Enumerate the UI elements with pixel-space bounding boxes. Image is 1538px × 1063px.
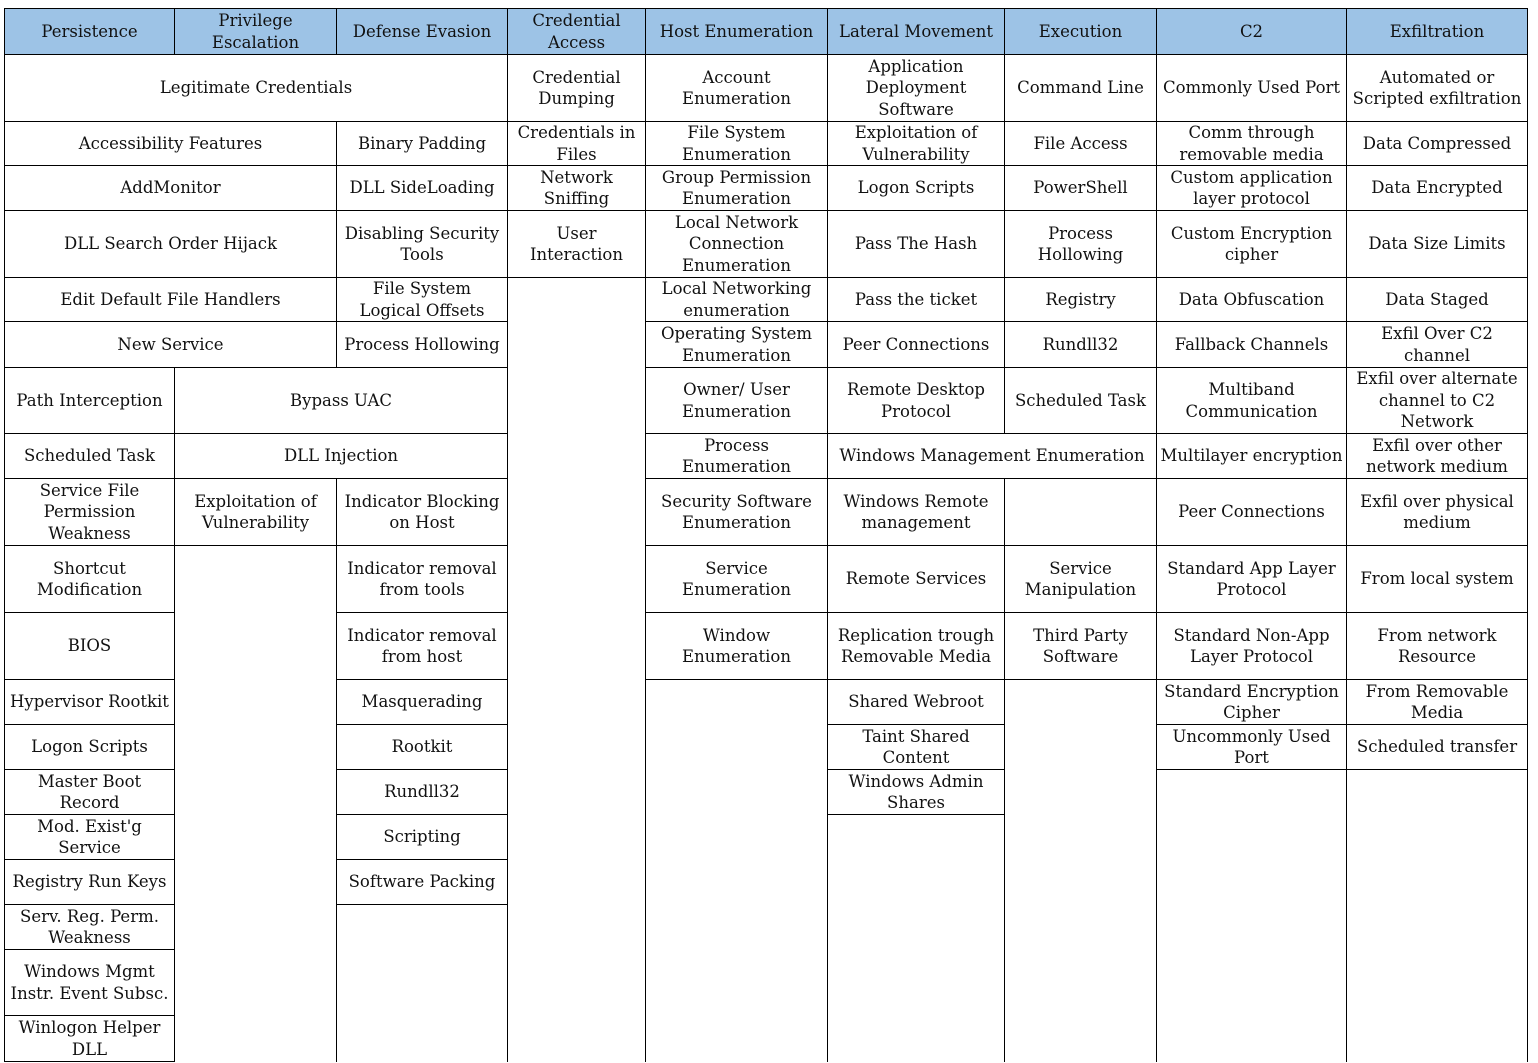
technique-cell-local-network-connection-enumeration: Local Network Connection Enumeration bbox=[645, 210, 828, 278]
technique-cell-fallback-channels: Fallback Channels bbox=[1156, 321, 1347, 368]
technique-cell-pass-the-hash: Pass The Hash bbox=[827, 210, 1005, 278]
empty-cell bbox=[1004, 478, 1157, 546]
technique-cell-masquerading: Masquerading bbox=[336, 679, 508, 725]
technique-cell-remote-services: Remote Services bbox=[827, 545, 1005, 613]
technique-cell-windows-mgmt-instr-event-subsc: Windows Mgmt Instr. Event Subsc. bbox=[4, 949, 175, 1016]
technique-cell-peer-connections: Peer Connections bbox=[827, 321, 1005, 368]
technique-cell-shared-webroot: Shared Webroot bbox=[827, 679, 1005, 725]
technique-cell-rundll32: Rundll32 bbox=[1004, 321, 1157, 368]
technique-cell-commonly-used-port: Commonly Used Port bbox=[1156, 54, 1347, 122]
technique-cell-winlogon-helper-dll: Winlogon Helper DLL bbox=[4, 1015, 175, 1062]
technique-cell-windows-remote-management: Windows Remote management bbox=[827, 478, 1005, 546]
technique-cell-shortcut-modification: Shortcut Modification bbox=[4, 545, 175, 613]
technique-cell-network-sniffing: Network Sniffing bbox=[507, 165, 646, 211]
technique-cell-registry: Registry bbox=[1004, 277, 1157, 322]
technique-cell-powershell: PowerShell bbox=[1004, 165, 1157, 211]
technique-cell-owner-user-enumeration: Owner/ User Enumeration bbox=[645, 367, 828, 434]
technique-cell-registry-run-keys: Registry Run Keys bbox=[4, 859, 175, 905]
technique-cell-scheduled-task: Scheduled Task bbox=[1004, 367, 1157, 434]
technique-cell-master-boot-record: Master Boot Record bbox=[4, 769, 175, 815]
technique-cell-exploitation-of-vulnerability: Exploitation of Vulnerability bbox=[174, 478, 337, 546]
technique-cell-windows-admin-shares: Windows Admin Shares bbox=[827, 769, 1005, 815]
column-header-persistence: Persistence bbox=[4, 8, 175, 55]
technique-cell-replication-trough-removable-media: Replication trough Removable Media bbox=[827, 612, 1005, 680]
technique-cell-process-enumeration: Process Enumeration bbox=[645, 433, 828, 479]
technique-cell-data-compressed: Data Compressed bbox=[1346, 121, 1528, 166]
technique-cell-disabling-security-tools: Disabling Security Tools bbox=[336, 210, 508, 278]
technique-cell-bypass-uac: Bypass UAC bbox=[174, 367, 508, 434]
column-remainder bbox=[1004, 679, 1157, 1062]
technique-cell-serv-reg-perm-weakness: Serv. Reg. Perm. Weakness bbox=[4, 904, 175, 950]
technique-cell-standard-encryption-cipher: Standard Encryption Cipher bbox=[1156, 679, 1347, 725]
column-remainder bbox=[1156, 769, 1347, 1062]
column-remainder bbox=[507, 277, 646, 1062]
technique-cell-multiband-communication: Multiband Communication bbox=[1156, 367, 1347, 434]
technique-cell-account-enumeration: Account Enumeration bbox=[645, 54, 828, 122]
technique-cell-indicator-removal-from-host: Indicator removal from host bbox=[336, 612, 508, 680]
column-header-credential-access: Credential Access bbox=[507, 8, 646, 55]
technique-cell-scheduled-task: Scheduled Task bbox=[4, 433, 175, 479]
technique-cell-file-access: File Access bbox=[1004, 121, 1157, 166]
column-remainder bbox=[827, 814, 1005, 1062]
technique-cell-credentials-in-files: Credentials in Files bbox=[507, 121, 646, 166]
technique-cell-process-hollowing: Process Hollowing bbox=[1004, 210, 1157, 278]
technique-cell-edit-default-file-handlers: Edit Default File Handlers bbox=[4, 277, 337, 322]
technique-cell-exploitation-of-vulnerability: Exploitation of Vulnerability bbox=[827, 121, 1005, 166]
technique-cell-dll-search-order-hijack: DLL Search Order Hijack bbox=[4, 210, 337, 278]
technique-cell-operating-system-enumeration: Operating System Enumeration bbox=[645, 321, 828, 368]
technique-cell-comm-through-removable-media: Comm through removable media bbox=[1156, 121, 1347, 166]
column-remainder bbox=[645, 679, 828, 1062]
technique-cell-exfil-over-c2-channel: Exfil Over C2 channel bbox=[1346, 321, 1528, 368]
technique-cell-indicator-removal-from-tools: Indicator removal from tools bbox=[336, 545, 508, 613]
technique-cell-window-enumeration: Window Enumeration bbox=[645, 612, 828, 680]
technique-cell-from-network-resource: From network Resource bbox=[1346, 612, 1528, 680]
technique-cell-standard-app-layer-protocol: Standard App Layer Protocol bbox=[1156, 545, 1347, 613]
technique-cell-automated-or-scripted-exfiltration: Automated or Scripted exfiltration bbox=[1346, 54, 1528, 122]
technique-cell-addmonitor: AddMonitor bbox=[4, 165, 337, 211]
technique-cell-application-deployment-software: Application Deployment Software bbox=[827, 54, 1005, 122]
column-header-defense-evasion: Defense Evasion bbox=[336, 8, 508, 55]
technique-cell-credential-dumping: Credential Dumping bbox=[507, 54, 646, 122]
technique-cell-data-encrypted: Data Encrypted bbox=[1346, 165, 1528, 211]
technique-cell-service-file-permission-weakness: Service File Permission Weakness bbox=[4, 478, 175, 546]
technique-cell-third-party-software: Third Party Software bbox=[1004, 612, 1157, 680]
technique-cell-exfil-over-physical-medium: Exfil over physical medium bbox=[1346, 478, 1528, 546]
technique-cell-security-software-enumeration: Security Software Enumeration bbox=[645, 478, 828, 546]
technique-cell-data-size-limits: Data Size Limits bbox=[1346, 210, 1528, 278]
technique-cell-exfil-over-other-network-medium: Exfil over other network medium bbox=[1346, 433, 1528, 479]
technique-cell-bios: BIOS bbox=[4, 612, 175, 680]
technique-cell-dll-injection: DLL Injection bbox=[174, 433, 508, 479]
column-header-lateral-movement: Lateral Movement bbox=[827, 8, 1005, 55]
technique-cell-command-line: Command Line bbox=[1004, 54, 1157, 122]
technique-cell-rundll32: Rundll32 bbox=[336, 769, 508, 815]
technique-cell-file-system-logical-offsets: File System Logical Offsets bbox=[336, 277, 508, 322]
technique-cell-indicator-blocking-on-host: Indicator Blocking on Host bbox=[336, 478, 508, 546]
technique-cell-custom-encryption-cipher: Custom Encryption cipher bbox=[1156, 210, 1347, 278]
technique-cell-service-enumeration: Service Enumeration bbox=[645, 545, 828, 613]
technique-cell-rootkit: Rootkit bbox=[336, 724, 508, 770]
technique-cell-pass-the-ticket: Pass the ticket bbox=[827, 277, 1005, 322]
technique-cell-multilayer-encryption: Multilayer encryption bbox=[1156, 433, 1347, 479]
technique-cell-user-interaction: User Interaction bbox=[507, 210, 646, 278]
technique-cell-uncommonly-used-port: Uncommonly Used Port bbox=[1156, 724, 1347, 770]
column-header-execution: Execution bbox=[1004, 8, 1157, 55]
technique-cell-peer-connections: Peer Connections bbox=[1156, 478, 1347, 546]
technique-cell-windows-management-enumeration: Windows Management Enumeration bbox=[827, 433, 1157, 479]
technique-cell-scheduled-transfer: Scheduled transfer bbox=[1346, 724, 1528, 770]
technique-cell-local-networking-enumeration: Local Networking enumeration bbox=[645, 277, 828, 322]
technique-cell-exfil-over-alternate-channel-to-c2-network: Exfil over alternate channel to C2 Network bbox=[1346, 367, 1528, 434]
technique-cell-data-obfuscation: Data Obfuscation bbox=[1156, 277, 1347, 322]
technique-cell-from-removable-media: From Removable Media bbox=[1346, 679, 1528, 725]
column-remainder bbox=[174, 545, 337, 1062]
technique-cell-from-local-system: From local system bbox=[1346, 545, 1528, 613]
technique-cell-binary-padding: Binary Padding bbox=[336, 121, 508, 166]
technique-cell-dll-sideloading: DLL SideLoading bbox=[336, 165, 508, 211]
technique-cell-file-system-enumeration: File System Enumeration bbox=[645, 121, 828, 166]
technique-cell-software-packing: Software Packing bbox=[336, 859, 508, 905]
technique-cell-logon-scripts: Logon Scripts bbox=[4, 724, 175, 770]
technique-cell-group-permission-enumeration: Group Permission Enumeration bbox=[645, 165, 828, 211]
technique-cell-process-hollowing: Process Hollowing bbox=[336, 321, 508, 368]
technique-cell-scripting: Scripting bbox=[336, 814, 508, 860]
technique-cell-accessibility-features: Accessibility Features bbox=[4, 121, 337, 166]
column-header-privilege-escalation: Privilege Escalation bbox=[174, 8, 337, 55]
column-header-host-enumeration: Host Enumeration bbox=[645, 8, 828, 55]
technique-cell-hypervisor-rootkit: Hypervisor Rootkit bbox=[4, 679, 175, 725]
technique-cell-standard-non-app-layer-protocol: Standard Non-App Layer Protocol bbox=[1156, 612, 1347, 680]
technique-cell-taint-shared-content: Taint Shared Content bbox=[827, 724, 1005, 770]
technique-cell-custom-application-layer-protocol: Custom application layer protocol bbox=[1156, 165, 1347, 211]
column-header-c2: C2 bbox=[1156, 8, 1347, 55]
technique-cell-remote-desktop-protocol: Remote Desktop Protocol bbox=[827, 367, 1005, 434]
column-remainder bbox=[1346, 769, 1528, 1062]
technique-cell-mod-exist-g-service: Mod. Exist'g Service bbox=[4, 814, 175, 860]
column-remainder bbox=[336, 904, 508, 1062]
technique-cell-path-interception: Path Interception bbox=[4, 367, 175, 434]
column-header-exfiltration: Exfiltration bbox=[1346, 8, 1528, 55]
technique-cell-logon-scripts: Logon Scripts bbox=[827, 165, 1005, 211]
technique-cell-legitimate-credentials: Legitimate Credentials bbox=[4, 54, 508, 122]
technique-cell-service-manipulation: Service Manipulation bbox=[1004, 545, 1157, 613]
technique-cell-data-staged: Data Staged bbox=[1346, 277, 1528, 322]
technique-cell-new-service: New Service bbox=[4, 321, 337, 368]
